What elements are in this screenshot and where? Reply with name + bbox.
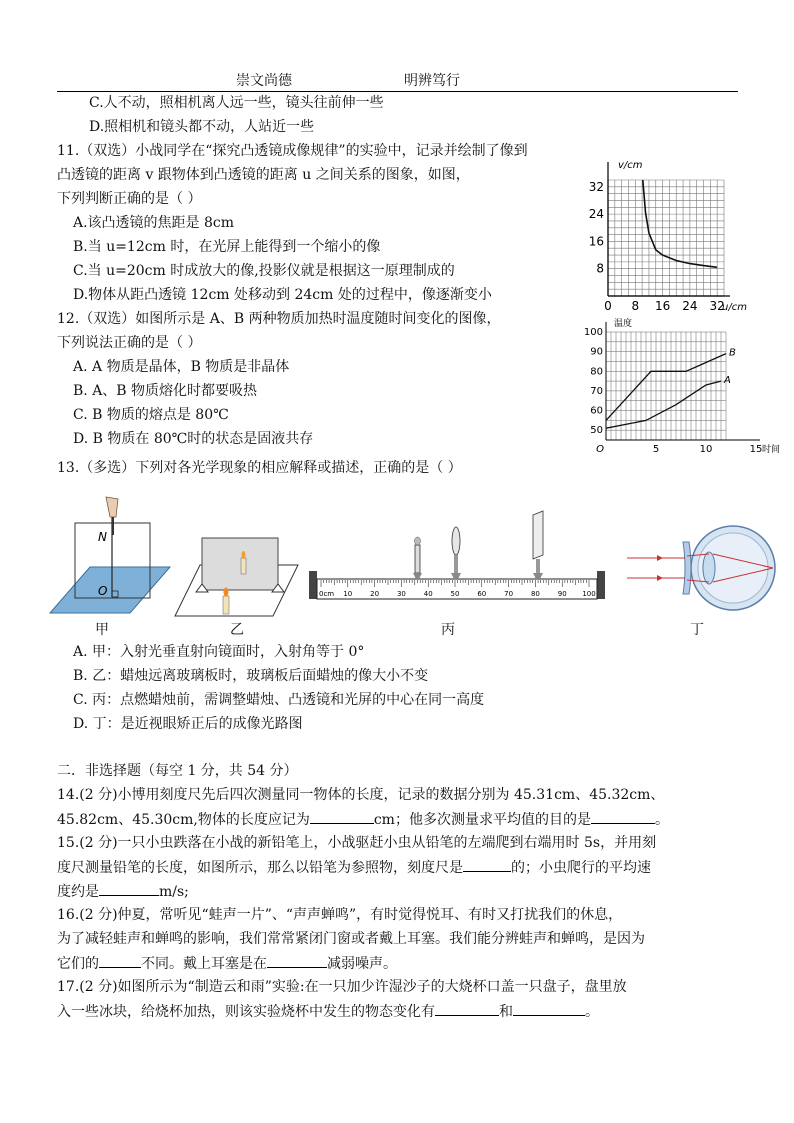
candle	[415, 545, 420, 573]
y-tick-label: 70	[590, 385, 603, 397]
q13-stem: 13.（多选）下列对各光学现象的相应解释或描述，正确的是（ ）	[57, 460, 462, 476]
ruler-label: 50	[450, 590, 460, 598]
bench-end-right	[597, 571, 605, 599]
lens-holder	[451, 573, 461, 579]
q17-line1: 17.(2 分)如图所示为“制造云和雨”实验:在一只加少许湿沙子的大烧杯口盖一只盘子，盘里放	[57, 979, 627, 995]
q10-option-d: D.照相机和镜头都不动，人站近一些	[89, 119, 315, 135]
v-u-chart	[586, 158, 756, 318]
ruler-label: 60	[477, 590, 487, 598]
ruler-label: 70	[504, 590, 514, 598]
figure-jia	[40, 495, 180, 620]
bench-unit: 0cm	[319, 590, 335, 598]
convex-lens	[452, 527, 460, 555]
x-tick-label: 16	[654, 299, 671, 313]
ruler-label: 10	[343, 590, 353, 598]
q14-blank-purpose[interactable]	[591, 811, 655, 824]
bench-end-left	[309, 571, 317, 599]
y-tick-label: 80	[590, 366, 603, 378]
y-tick-label: 100	[583, 327, 603, 338]
q12-option-c: C. B 物质的熔点是 80℃	[73, 407, 229, 423]
q16-text-c: 减弱噪声。	[327, 956, 397, 972]
label-n: N	[98, 530, 107, 544]
q11-option-a: A.该凸透镜的焦距是 8cm	[73, 215, 235, 231]
ruler-label: 20	[370, 590, 380, 598]
q13-option-d: D. 丁：是近视眼矫正后的成像光路图	[73, 716, 303, 732]
ruler-label: 90	[557, 590, 567, 598]
q14-text-c: 。	[654, 812, 669, 828]
q14-blank-length[interactable]	[310, 811, 374, 824]
v-u-chart-grid	[608, 162, 730, 296]
q12-stem-1: 12.（双选）如图所示是 A、B 两种物质加热时温度随时间变化的图像，	[57, 311, 501, 327]
candle-wick-icon	[415, 537, 421, 545]
q12-option-d: D. B 物质在 80℃时的状态是固液共存	[73, 431, 314, 447]
q17-text-b: 和	[499, 1004, 513, 1020]
q15-line1: 15.(2 分)一只小虫跌落在小战的新铅笔上，小战驱赶小虫从铅笔的左端爬到右端用时 5s，并用刻	[57, 835, 657, 851]
q11-stem-3: 下列判断正确的是（ ）	[57, 191, 202, 207]
ruler-label: 40	[423, 590, 433, 598]
x-tick-label: 24	[682, 299, 698, 313]
x-tick-label: O	[596, 444, 604, 455]
figure-label-jia: 甲	[95, 622, 109, 638]
q15-text-b: 的；小虫爬行的平均速	[511, 860, 651, 876]
q17-blank-change2[interactable]	[513, 1003, 585, 1016]
q17-line2	[57, 1003, 599, 1020]
y-tick-label: 50	[590, 425, 603, 437]
header-rule	[57, 91, 738, 92]
figure-bing	[307, 505, 607, 617]
v-u-curve	[643, 180, 717, 267]
q14-line1: 14.(2 分)小博用刻度尺先后四次测量同一物体的长度，记录的数据分别为 45.31cm、45.32cm、	[57, 787, 665, 803]
ruler-label: 30	[396, 590, 406, 598]
v-u-chart-labels	[589, 160, 747, 313]
y-tick-label: 24	[588, 207, 604, 222]
mirror-plane	[50, 567, 170, 613]
q16-blank-timbre[interactable]	[99, 955, 141, 968]
q17-text-c: 。	[585, 1004, 599, 1020]
x-axis-label: 时间	[762, 445, 781, 455]
series-A-label: A	[724, 375, 731, 387]
screen-stand	[536, 559, 540, 573]
q16-line3	[57, 955, 397, 972]
section2-title: 二．非选择题（每空 1 分，共 54 分）	[57, 763, 298, 779]
figure-label-ding: 丁	[690, 622, 704, 638]
x-tick-label: 0	[604, 299, 612, 313]
q16-line2: 为了减轻蛙声和蝉鸣的影响，我们常常紧闭门窗或者戴上耳塞。我们能分辨蛙声和蝉鸣，是因为	[57, 931, 645, 947]
ruler-label: 80	[530, 590, 540, 598]
candle-holder	[413, 573, 422, 579]
series-A-line	[606, 381, 721, 428]
q15-line2	[57, 859, 651, 876]
arrow-bottom-icon	[657, 575, 663, 581]
glass-plate	[202, 538, 278, 590]
q12-option-a: A. A 物质是晶体，B 物质是非晶体	[73, 359, 290, 375]
v-u-chart-curve	[643, 180, 717, 267]
q14-line2	[57, 811, 669, 828]
q11-stem-2: 凸透镜的距离 v 跟物体到凸透镜的距离 u 之间关系的图象，如图，	[57, 167, 470, 183]
q12-option-b: B. A、B 物质熔化时都要吸热	[73, 383, 258, 399]
q11-option-b: B.当 u=12cm 时，在光屏上能得到一个缩小的像	[73, 239, 381, 255]
y-tick-label: 60	[590, 405, 603, 417]
flame-image-icon	[242, 551, 246, 559]
y-tick-label: 90	[590, 346, 603, 358]
candle-image	[241, 558, 246, 574]
temperature-time-chart	[583, 318, 792, 458]
light-screen	[533, 511, 543, 559]
x-axis-label: u/cm	[722, 302, 747, 313]
x-tick-label: 32	[709, 299, 725, 313]
q14-text-a: 45.82cm、45.30cm,物体的长度应记为	[57, 812, 310, 828]
q11-option-d: D.物体从距凸透镜 12cm 处移动到 24cm 处的过程中，像逐渐变小	[73, 287, 492, 303]
y-axis-label: 温度	[614, 319, 633, 329]
x-tick-label: 15	[749, 444, 763, 455]
figure-ding	[625, 520, 785, 620]
y-tick-label: 16	[588, 234, 604, 249]
q12-stem-2: 下列说法正确的是（ ）	[57, 335, 202, 351]
q17-text-a: 入一些冰块，给烧杯加热，则该实验烧杯中发生的物态变化有	[57, 1004, 435, 1020]
q16-text-b: 不同。戴上耳塞是在	[141, 956, 267, 972]
lens-stand	[454, 555, 458, 573]
q13-option-b: B. 乙：蜡烛远离玻璃板时，玻璃板后面蜡烛的像大小不变	[73, 668, 429, 684]
q15-text-c: 度约是	[57, 884, 99, 900]
label-o: O	[98, 584, 108, 598]
flame-real-icon	[224, 588, 229, 597]
q17-blank-change1[interactable]	[435, 1003, 499, 1016]
q10-option-c: C.人不动，照相机离人远一些，镜头往前伸一些	[89, 95, 384, 111]
y-tick-label: 8	[596, 261, 604, 276]
q16-text-a: 它们的	[57, 956, 99, 972]
arrow-top-icon	[657, 555, 663, 561]
figure-label-yi: 乙	[230, 622, 244, 638]
q16-blank-location[interactable]	[267, 955, 327, 968]
q15-line3	[57, 883, 189, 900]
q13-option-a: A. 甲：入射光垂直射向镜面时，入射角等于 0°	[73, 644, 365, 660]
header-right: 明辨笃行	[404, 73, 460, 89]
corrective-lens	[683, 542, 691, 594]
figure-label-bing: 丙	[441, 622, 455, 638]
y-axis-label: v/cm	[618, 160, 643, 171]
q11-stem-1: 11.（双选）小战同学在“探究凸透镜成像规律”的实验中，记录并绘制了像到	[57, 143, 528, 159]
candle-real	[223, 596, 229, 614]
q14-text-b: cm；他多次测量求平均值的目的是	[373, 812, 591, 828]
q15-blank-reference[interactable]	[463, 859, 511, 872]
y-tick-label: 32	[588, 179, 604, 194]
header-left: 崇文尚德	[236, 73, 292, 89]
temperature-time-chart-labels	[584, 317, 780, 455]
figure-yi	[170, 530, 300, 622]
q16-line1: 16.(2 分)仲夏，常听见“蛙声一片”、“声声蝉鸣”，有时觉得悦耳、有时又打扰我们的休息，	[57, 907, 623, 923]
eye-lens	[703, 552, 715, 584]
series-B-label: B	[729, 347, 736, 359]
temperature-time-chart-grid	[606, 322, 760, 440]
ruler-label: 100	[582, 590, 596, 598]
q15-text-d: m/s;	[159, 884, 189, 900]
screen-holder	[533, 573, 543, 579]
q11-option-c: C.当 u=20cm 时成放大的像,投影仪就是根据这一原理制成的	[73, 263, 455, 279]
q15-text-a: 度尺测量铅笔的长度，如图所示，那么以铅笔为参照物，刻度尺是	[57, 860, 463, 876]
x-tick-label: 8	[631, 299, 640, 313]
hand-icon	[106, 497, 118, 517]
x-tick-label: 5	[652, 444, 660, 455]
q15-blank-speed[interactable]	[99, 883, 159, 896]
q13-option-c: C. 丙：点燃蜡烛前，需调整蜡烛、凸透镜和光屏的中心在同一高度	[73, 692, 485, 708]
x-tick-label: 10	[699, 444, 713, 455]
